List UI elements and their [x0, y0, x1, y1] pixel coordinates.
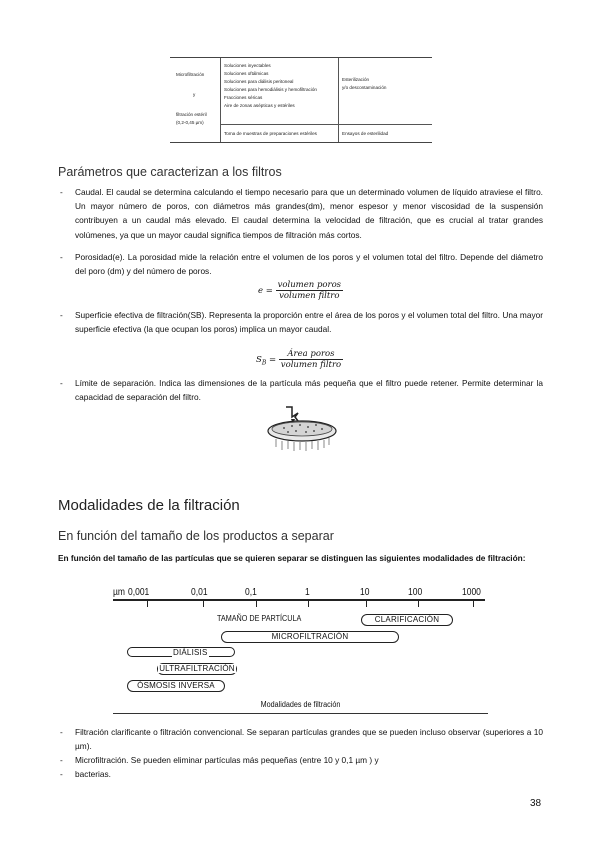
table-right-line-2: y/o descontaminación: [342, 85, 387, 90]
table-bottom-right: Ensayos de esterilidad: [342, 131, 389, 136]
bullet-caudal: - Caudal. El caudal se determina calculando el tiempo necesario para que un determinado volumen de líquido atraviese el filtro. Un mayor número de poros, con diámetros más grandes(dm), menor espesor y menor viscosidad de la suspensión contribuyen a un caudal más elevado. El caudal determina la velocidad de filtración, que es crucial al tratar grandes volúmenes, ya que un mayor caudal significa tiempos de filtración más cortos.: [75, 185, 543, 242]
bullet-text: Filtración clarificante o filtración convencional. Se separan partículas grandes que se pueden incluso observar (superiores a 10 µm).: [75, 727, 543, 752]
range-label: ÓSMOSIS INVERSA: [137, 681, 215, 690]
formula-denominator: volumen filtro: [279, 291, 340, 301]
filtration-table: [170, 57, 432, 143]
range-microfiltracion: [221, 631, 399, 643]
formula-lhs: e =: [258, 286, 273, 296]
range-label: MICROFILTRACIÓN: [271, 632, 349, 641]
particle-size-scale: [113, 587, 488, 714]
bullet-text: Microfiltración. Se pueden eliminar partículas más pequeñas (entre 10 y 0,1 µm ) y: [75, 755, 379, 765]
subsection-title: En función del tamaño de los productos a separar: [58, 529, 334, 543]
table-left-line-3: filtración estéril: [176, 112, 207, 117]
scale-caption: Modalidades de filtración: [260, 700, 341, 709]
section-title-modalities: Modalidades de la filtración: [58, 497, 240, 514]
scale-axis-label: TAMAÑO DE PARTÍCULA: [217, 613, 302, 623]
scale-tick: 0,01: [191, 587, 208, 598]
bullet-limite: - Límite de separación. Indica las dimensiones de la partícula más pequeña que el filtro puede retener. Permite determinar la capacidad de separación del filtro.: [75, 376, 543, 404]
table-mid-row: Fracciones séricas: [224, 95, 263, 100]
table-left-line-2: y: [193, 92, 196, 97]
section-title-parameters: Parámetros que caracterizan a los filtros: [58, 165, 282, 179]
formula-subscript: B: [261, 359, 267, 367]
formula-eq: =: [266, 355, 277, 365]
table-right-line-1: Esterilización: [342, 77, 370, 82]
scale-tick: 100: [408, 587, 423, 598]
scale-tick: 10: [360, 587, 370, 598]
scale-tick: 1000: [462, 587, 481, 598]
range-osmosis-inversa: [127, 680, 225, 692]
range-label: CLARIFICACIÓN: [374, 615, 440, 624]
table-mid-row: Soluciones oftálmicas: [224, 71, 269, 76]
bullet-microfiltracion: - Microfiltración. Se pueden eliminar partículas más pequeñas (entre 10 y 0,1 µm ) y: [75, 753, 543, 767]
table-mid-row: Aire de zonas asépticas y estériles: [224, 103, 295, 108]
formula-numerator: volumen poros: [277, 280, 342, 290]
formula-numerator: Área poros: [279, 349, 343, 360]
bullet-text: Caudal. El caudal se determina calculando el tiempo necesario para que un determinado volumen de líquido atraviese el filtro. Un mayor número de poros, con diámetros más grandes(dm), menor espesor y menor viscosidad de la suspensión contribuyen a un caudal más elevado. El caudal determina la velocidad de filtración, que es crucial al tratar grandes volúmenes, ya que un mayor caudal significa tiempos de filtración más cortos.: [75, 187, 543, 240]
bullet-porosidad: - Porosidad(e). La porosidad mide la relación entre el volumen de los poros y el volumen total del filtro. Depende del diámetro del poro (dm) y del número de poros.: [75, 250, 543, 278]
range-label: ULTRAFILTRACIÓN: [159, 664, 235, 673]
formula-lhs: S: [256, 355, 262, 365]
scale-axis-line: [113, 599, 485, 601]
formula-denominator: volumen filtro: [280, 360, 342, 370]
range-label: DIÁLISIS: [173, 648, 208, 657]
scale-tick: 1: [305, 587, 310, 598]
range-clarificacion: [361, 614, 453, 626]
filter-illustration: [262, 403, 342, 455]
bullet-clarificante: - Filtración clarificante o filtración convencional. Se separan partículas grandes que se pueden incluso observar (superiores a 10 µm).: [75, 725, 543, 753]
formula-porosity: [258, 280, 343, 301]
bullet-superficie: - Superficie efectiva de filtración(SB). Representa la proporción entre el área de los poros y el volumen total del filtro. Una mayor superficie efectiva (la que ocupan los poros) implica un mayor caudal.: [75, 308, 543, 336]
bullet-text: Porosidad(e). La porosidad mide la relación entre el volumen de los poros y el volumen total del filtro. Depende del diámetro del poro (dm) y del número de poros.: [75, 252, 543, 277]
range-ultrafiltracion: [157, 663, 237, 675]
table-left-line-1: Microfiltración: [176, 72, 205, 77]
table-left-line-4: (0,2-0,45 µm): [176, 120, 204, 125]
table-mid-row: Soluciones para diálisis peritoneal: [224, 79, 294, 84]
page-number: 38: [530, 798, 542, 809]
range-dialisis: [127, 647, 235, 657]
table-mid-row: Soluciones para hemodiálisis y hemofiltración: [224, 87, 317, 92]
scale-unit: µm: [113, 587, 125, 598]
bullet-text: Superficie efectiva de filtración(SB). Representa la proporción entre el área de los poros y el volumen total del filtro. Una mayor superficie efectiva (la que ocupan los poros) implica un mayor caudal.: [75, 310, 543, 335]
bullet-text: bacterias.: [75, 769, 111, 779]
scale-tick: 0,001: [128, 587, 150, 598]
bullet-text: Límite de separación. Indica las dimensiones de la partícula más pequeña que el filtro puede retener. Permite determinar la capacidad de separación del filtro.: [75, 378, 543, 403]
table-bottom-middle: Toma de muestras de preparaciones estériles: [224, 131, 317, 136]
formula-surface: [256, 349, 343, 370]
intro-paragraph: En función del tamaño de las partículas que se quieren separar se distinguen las siguientes modalidades de filtración:: [58, 553, 526, 563]
bullet-bacterias: - bacterias.: [75, 767, 543, 781]
table-mid-row: Soluciones inyectables: [224, 63, 271, 68]
scale-tick: 0,1: [245, 587, 257, 598]
